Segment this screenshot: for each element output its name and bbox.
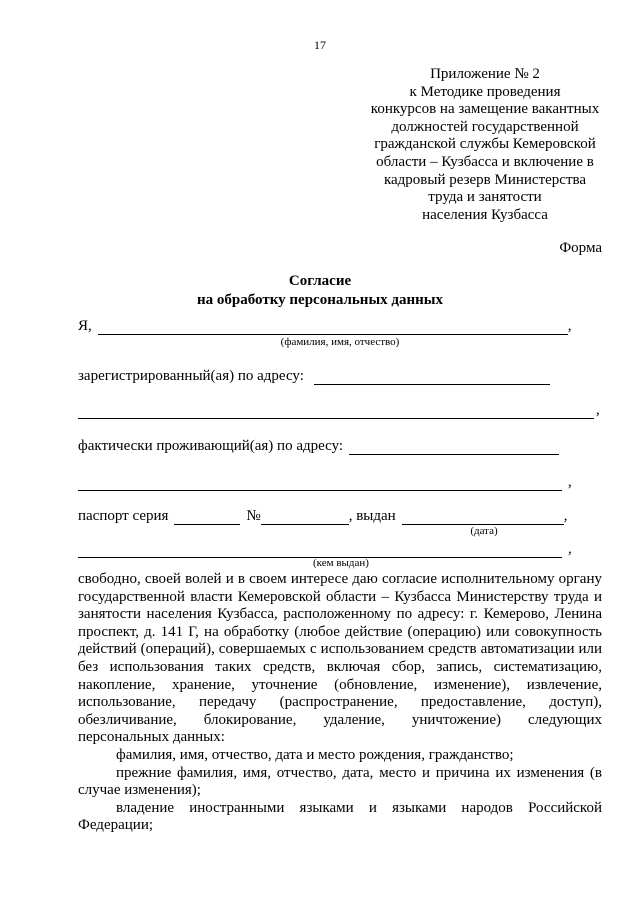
date-caption: (дата)	[470, 525, 498, 537]
appendix-line: Приложение № 2	[430, 66, 540, 82]
registered-address-field-2[interactable]	[78, 404, 594, 419]
appendix-header	[350, 66, 620, 224]
name-row	[78, 318, 572, 335]
passport-number-label: №	[246, 508, 261, 524]
i-label: Я,	[78, 318, 92, 334]
actual-address-field-2[interactable]	[78, 476, 562, 491]
passport-number-field[interactable]	[261, 510, 349, 525]
registered-address-field[interactable]	[314, 370, 550, 385]
actual-address-row	[78, 438, 559, 455]
passport-row	[78, 508, 567, 525]
registered-address-row	[78, 368, 550, 385]
appendix-line: должностей государственной	[391, 118, 579, 135]
name-caption: (фамилия, имя, отчество)	[280, 336, 400, 348]
passport-date-field[interactable]	[402, 510, 564, 525]
registered-address-label: зарегистрированный(ая) по адресу:	[78, 368, 304, 384]
data-item: фамилия, имя, отчество, дата и место рождения, гражданство;	[116, 746, 514, 763]
consent-body	[78, 571, 602, 835]
appendix-line: гражданской службы Кемеровской	[374, 136, 596, 153]
registered-address-row-2	[78, 402, 600, 419]
passport-series-field[interactable]	[174, 510, 240, 525]
issued-label: , выдан	[348, 508, 396, 524]
title-line-1: Согласие	[288, 273, 352, 289]
appendix-line: кадровый резерв Министерства	[383, 171, 587, 188]
issued-by-row	[78, 541, 572, 558]
page-number: 17	[314, 38, 326, 52]
appendix-line: труда и занятости	[428, 189, 542, 206]
actual-address-row-2	[78, 474, 572, 491]
comma: ,	[596, 402, 600, 418]
issued-by-caption: (кем выдан)	[313, 557, 369, 569]
appendix-line: к Методике проведения	[409, 83, 561, 100]
appendix-line: населения Кузбасса	[422, 206, 548, 223]
passport-series-label: паспорт серия	[78, 508, 169, 524]
appendix-line: конкурсов на замещение вакантных	[370, 101, 600, 118]
form-label: Форма	[559, 240, 602, 256]
actual-address-label: фактически проживающий(ая) по адресу:	[78, 438, 344, 454]
appendix-line: области – Кузбасса и включение в	[376, 153, 594, 170]
issued-by-field[interactable]	[78, 543, 562, 558]
data-item: прежние фамилия, имя, отчество, дата, место и причина их изменения (в случае изменения);	[78, 764, 602, 799]
comma: ,	[563, 508, 568, 524]
comma: ,	[567, 318, 572, 334]
full-name-field[interactable]	[98, 320, 568, 335]
document-title	[0, 272, 640, 310]
actual-address-field[interactable]	[349, 440, 559, 455]
comma: ,	[568, 541, 572, 557]
comma: ,	[568, 474, 572, 490]
data-item: владение иностранными языками и языками народов Российской Федерации;	[78, 799, 602, 834]
consent-paragraph: свободно, своей волей и в своем интересе даю согласие исполнительному органу государственной власти Кемеровской области – Кузбасса Министерству труда и занятости населения Кузбасса, расположенному по адресу: г. Кемерово, Ленина проспект, д. 141 Г, на обработку (любое действие (операцию) или совокупность действий (операций), совершаемых с использованием средств автоматизации или без использования таких средств, включая сбор, запись, систематизацию, накопление, хранение, уточнение (обновление, изменение), извлечение, использование, передачу (распространение, предоставление, доступ), обезличивание, блокирование, удаление, уничтожение) следующих персональных данных:	[78, 571, 602, 746]
title-line-2: на обработку персональных данных	[197, 292, 443, 308]
